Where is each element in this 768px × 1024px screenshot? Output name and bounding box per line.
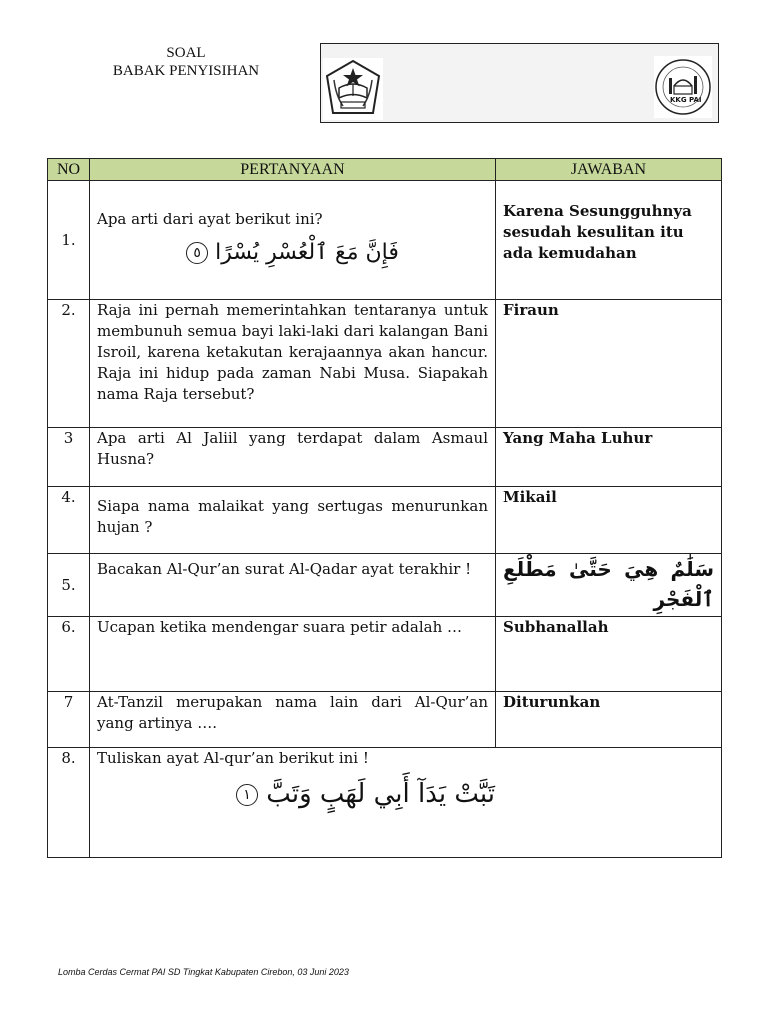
question-text: Tuliskan ayat Al-qur’an berikut ini ! (97, 749, 369, 767)
kemenag-logo (323, 58, 383, 120)
answer-cell: Diturunkan (496, 692, 722, 748)
question-cell-wide (90, 748, 722, 858)
row-number: 7 (48, 692, 90, 748)
question-cell: Raja ini pernah memerintahkan tentaranya untuk membunuh semua bayi laki-laki dari kalangan Bani Isroil, karena ketakutan kerajaannya akan hancur. Raja ini hidup pada zaman Nabi Musa. Siapakah nama Raja tersebut? (90, 300, 496, 428)
question-cell: Siapa nama malaikat yang sertugas menurunkan hujan ? (90, 487, 496, 554)
row-number: 3 (48, 428, 90, 487)
logo-header-box (320, 43, 719, 123)
question-cell (90, 181, 496, 300)
arabic-verse-text: فَإِنَّ مَعَ ٱلْعُسْرِ يُسْرًا (215, 240, 399, 265)
table-row (48, 617, 722, 692)
table-row (48, 748, 722, 858)
question-cell: Ucapan ketika mendengar suara petir adalah … (90, 617, 496, 692)
title-line-babak: BABAK PENYISIHAN (112, 63, 260, 79)
question-cell: Bacakan Al-Qur’an surat Al-Qadar ayat terakhir ! (90, 554, 496, 617)
question-table (47, 158, 722, 858)
row-number: 2. (48, 300, 90, 428)
answer-cell: Firaun (496, 300, 722, 428)
header-answer: JAWABAN (496, 159, 722, 181)
header-question: PERTANYAAN (90, 159, 496, 181)
row-number: 8. (48, 748, 90, 858)
row-number: 5. (48, 554, 90, 617)
answer-cell: Yang Maha Luhur (496, 428, 722, 487)
answer-cell: Mikail (496, 487, 722, 554)
row-number: 1. (48, 181, 90, 300)
answer-arabic-cell: سَلَٰمٌ هِيَ حَتَّىٰ مَطْلَعِ ٱلْفَجْرِ (496, 554, 722, 617)
question-cell: Apa arti Al Jaliil yang terdapat dalam Asmaul Husna? (90, 428, 496, 487)
question-text: Apa arti dari ayat berikut ini? (97, 210, 323, 228)
table-header-row (48, 159, 722, 181)
document-title (88, 44, 284, 80)
row-number: 4. (48, 487, 90, 554)
table-row (48, 554, 722, 617)
arabic-verse (97, 234, 488, 272)
table-row (48, 692, 722, 748)
kkg-pai-label: KKG PAI (670, 96, 702, 104)
table-row (48, 487, 722, 554)
row-number: 6. (48, 617, 90, 692)
answer-cell: Karena Sesungguhnya sesudah kesulitan itu ada kemudahan (496, 181, 722, 300)
question-cell: At-Tanzil merupakan nama lain dari Al-Qur’an yang artinya …. (90, 692, 496, 748)
answer-cell: Subhanallah (496, 617, 722, 692)
ayah-number-icon: ٥ (186, 242, 208, 264)
table-row (48, 181, 722, 300)
ayah-number-icon: ١ (236, 784, 258, 806)
table-row (48, 428, 722, 487)
kkg-pai-logo (654, 56, 712, 118)
footer-text: Lomba Cerdas Cermat PAI SD Tingkat Kabupaten Cirebon, 03 Juni 2023 (58, 967, 349, 977)
arabic-verse (97, 769, 714, 819)
title-line-soal: SOAL (166, 45, 206, 61)
table-row (48, 300, 722, 428)
arabic-verse-text: تَبَّتْ يَدَآ أَبِي لَهَبٍ وَتَبَّ (266, 779, 495, 809)
header-no: NO (48, 159, 90, 181)
